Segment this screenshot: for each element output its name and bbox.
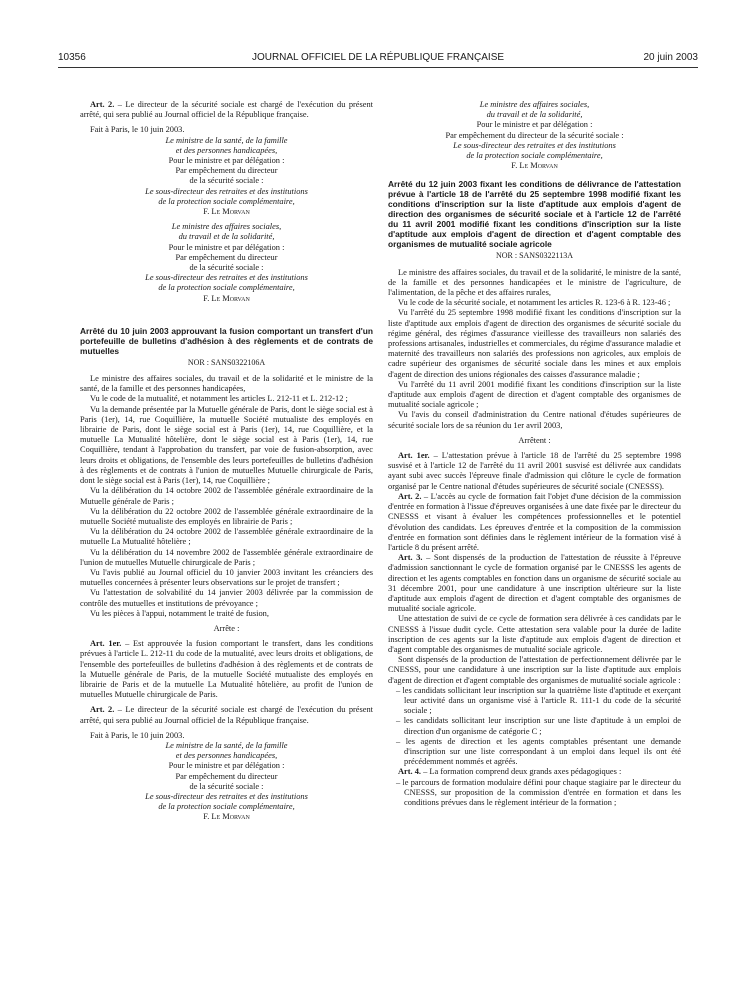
signature-block-1: Le ministre de la santé, de la famille et des personnes handicapées, Pour le ministre et par délégation : Par empêchement du directeur de la sécurité sociale : Le sous-directeur des retraites et des institutions de la protection sociale complémentaire, F. Le Morvan [145,135,308,217]
article-2: Art. 2. – Le directeur de la sécurité sociale est chargé de l'exécution du présent arrêté, qui sera publié au Journal officiel de la République française. [80,100,373,120]
article-4-right: Art. 4. – La formation comprend deux grands axes pédagogiques : [398,767,622,777]
signature-block-2: Le ministre des affaires sociales, du travail et de la solidarité, Pour le ministre et par délégation : Par empêchement du directeur de la sécurité sociale : Le sous-directeur des retraites et des institutions de la protection sociale complémentaire, F. Le Morvan [145,222,308,303]
visa-para: Vu la délibération du 14 octobre 2002 de l'assemblée générale extraordinaire de la Mutuelle générale de Paris ; [80,486,373,506]
article-1-right: Art. 1er. – L'attestation prévue à l'article 18 de l'arrêté du 25 septembre 1998 susvisé et à l'article 12 de l'arrêté du 11 avril 2001 susvisé est délivrée aux candidats ayant subi avec succès l'épreuve finale d'admission qui clôture le cycle de formation organisé par le Centre national d'études supérieures de sécurité sociale (CNESSS). [388,451,682,491]
visa-para: Le ministre des affaires sociales, du travail et de la solidarité et le ministre de la santé, de la famille et des personnes handicapées, [80,374,373,394]
decree-title-1: Arrêté du 10 juin 2003 approuvant la fusion comportant un transfert d'un portefeuille de bulletins d'adhésion à des règlements et de contrats de mutuelles [80,325,373,356]
visa-para: Vu la délibération du 14 novembre 2002 de l'assemblée générale extraordinaire de l'union de mutuelles Mutuelle chirurgicale de Paris ; [80,547,373,567]
visa-para: Vu l'arrêté du 25 septembre 1998 modifié fixant les conditions d'inscription sur la liste d'aptitude aux emplois d'agent de direction des organismes de sécurité sociale du régime général, des régimes d'assurance vieillesse des travailleurs non salariés des professions artisanales, industrielles et commerciales, du régime d'assurance maladie et maternité des travailleurs non salariés des professions non agricoles, aux emplois de cadre supérieur des organismes de sécurité sociale dans les mines et aux emplois d'agent de direction des unions régionales des caisses d'assurance maladie ; [388,308,681,379]
visa-para: Vu la délibération du 22 octobre 2002 de l'assemblée générale extraordinaire de la mutuelle Société mutualiste des employés en librairie de Paris ; [80,506,373,526]
visa-para: Vu le code de la mutualité, et notamment les articles L. 212-11 et L. 212-12 ; [90,394,348,404]
bullet-item: – les agents de direction et les agents comptables présentant une demande d'inscription sur une liste correspondant à un emploi dans lequel ils ont été précédemment nommés et agréés. [396,736,681,767]
bullet-item: – le parcours de formation modulaire défini pour chaque stagiaire par le directeur du CNESSS, sur proposition de la commission d'entrée en formation et dans les conditions prévues dans le règlement intérieur de la formation ; [396,777,681,807]
visa-para: Vu la demande présentée par la Mutuelle générale de Paris, dont le siège social est à Paris (1er), 14, rue Coquillière, la mutuelle Société mutualiste des employés en librairie de Paris, dont le siège social est à Paris (1er), 14, rue Coquillière, et la mutuelle La Mutualité hôtelière, dont le siège social est à Paris (1er), 14, rue Coquillière, tendant à l'approbation du transfert, par voie de fusion-absorption, avec leurs droits et obligations, de l'ensemble des leurs portefeuilles de bulletins d'adhésion à des règlements et de contrats à l'union de mutuelles Mutuelle chirurgicale de Paris, dont le siège social est à Paris (1er), 14, rue Coquillière ; [80,404,373,486]
article-2b: Art. 2. – Le directeur de la sécurité sociale est chargé de l'exécution du présent arrêté, qui sera publié au Journal officiel de la République française. [80,705,373,725]
article-1: Art. 1er. – Est approuvée la fusion comportant le transfert, dans les conditions prévues à l'article L. 212-11 du code de la mutualité, avec leurs droits et obligations, de l'ensemble des portefeuilles de bulletins d'adhésion à des règlements et de contrats de la Mutuelle générale de Paris, de la mutuelle Société mutualiste des employés en librairie de Paris et de la mutuelle La Mutualité hôtelière, au profit de l'union de mutuelles Mutuelle chirurgicale de Paris. [80,639,374,700]
left-column [80,100,373,823]
header-rule [58,67,698,68]
page-number: 10356 [58,52,86,63]
paragraph: Sont dispensés de la production de l'attestation de perfectionnement délivrée par le CNESSS, pour une candidature à une inscription sur la liste d'aptitude aux emplois d'agent de direction et d'agent comptable des organismes de mutualité sociale agricole : [388,655,681,685]
arrete-heading: Arrête : [213,623,240,633]
visa-para: Le ministre des affaires sociales, du travail et de la solidarité, le ministre de la santé, de la famille et des personnes handicapées et le ministre de l'agriculture, de l'alimentation, de la pêche et des affaires rurales, [388,267,681,298]
signature-block-3: Le ministre de la santé, de la famille et des personnes handicapées, Pour le ministre et par délégation : Par empêchement du directeur de la sécurité sociale : Le sous-directeur des retraites et des institutions de la protection sociale complémentaire, F. Le Morvan [145,740,308,822]
article-2-right: Art. 2. – L'accès au cycle de formation fait l'objet d'une décision de la commission d'entrée en formation à l'issue d'épreuves organisées à une date fixée par le directeur du CNESSS et visant à évaluer les compétences professionnelles et le potentiel d'évolution des candidats. Les épreuves d'entrée et la composition de la commission d'entrée en formation sont définies dans le règlement intérieur de la formation visé à l'article 8 du présent arrêté. [388,491,682,552]
visa-para: Vu l'avis publié au Journal officiel du 10 janvier 2003 invitant les créanciers des mutuelles concernées à présenter leurs observations sur le projet de transfert ; [80,567,373,588]
journal-title: JOURNAL OFFICIEL DE LA RÉPUBLIQUE FRANÇAISE [251,52,505,63]
arretent-heading: Arrêtent : [518,435,551,445]
issue-date: 20 juin 2003 [643,52,698,63]
fait-a-paris: Fait à Paris, le 10 juin 2003. [90,125,185,135]
decree-title-2: Arrêté du 12 juin 2003 fixant les conditions de délivrance de l'attestation prévue à l'article 18 de l'arrêté du 25 septembre 1998 modifié fixant les conditions d'inscription sur la liste d'aptitude aux emplois d'agent de direction des organismes de sécurité sociale et à l'article 12 de l'arrêté du 11 avril 2001 modifié fixant les conditions d'inscription sur la liste d'aptitude aux emplois d'agent de direction et d'agent comptable des organismes de mutualité sociale agricole [388,179,681,250]
nor-reference-1: NOR : SANS0322106A [187,357,266,367]
bullet-item: – les candidats sollicitant leur inscription sur la quatrième liste d'aptitude et exerçant leur activité dans un organisme visé à l'article R. 111-1 du code de la sécurité sociale ; [396,685,681,716]
nor-reference-2: NOR : SANS0322113A [495,251,574,261]
fait-a-paris-2: Fait à Paris, le 10 juin 2003. [90,730,185,740]
visa-para: Vu l'avis du conseil d'administration du Centre national d'études supérieures de sécurité sociale lors de sa réunion du 1er avril 2003, [388,410,681,430]
visa-para: Vu l'arrêté du 11 avril 2001 modifié fixant les conditions d'inscription sur la liste d'aptitude aux emplois d'agent de direction et d'agent comptable des organismes de mutualité sociale agricole ; [388,379,681,410]
visa-para: Vu les pièces à l'appui, notamment le traité de fusion, [90,608,269,618]
visa-para: Vu l'attestation de solvabilité du 14 janvier 2003 délivrée par la commission de contrôle des mutuelles et institutions de prévoyance ; [80,588,373,608]
right-column [388,100,681,808]
article-3-right: Art. 3. – Sont dispensés de la production de l'attestation de réussite à l'épreuve d'admission sanctionnant le cycle de formation organisé par le CNESSS les agents de direction et les agents comptables en fonction dans un organisme de sécurité sociale au 31 décembre 2001, pour une candidature à une inscription ultérieure sur la liste d'aptitude aux emplois d'agent de direction et d'agent comptable des organismes de mutualité sociale agricole. [388,553,681,614]
signature-block-0: Le ministre des affaires sociales, du travail et de la solidarité, Pour le ministre et par délégation : Par empêchement du directeur de la sécurité sociale : Le sous-directeur des retraites et des institutions de la protection sociale complémentaire, F. Le Morvan [445,100,624,171]
visa-para: Vu la délibération du 24 octobre 2002 de l'assemblée générale extraordinaire de la mutuelle La Mutualité hôtelière ; [80,527,373,547]
bullet-item: – les candidats sollicitant leur inscription sur une liste d'aptitude à un emploi de direction d'un organisme de catégorie C ; [396,716,681,736]
paragraph: Une attestation de suivi de ce cycle de formation sera délivrée à ces candidats par le CNESSS à l'issue dudit cycle. Cette attestation sera valable pour la durée de ladite inscription de ces agents sur la liste d'aptitude aux emplois d'agent de direction et d'agent comptable des organismes de mutualité sociale agricole. [388,614,681,654]
visa-para: Vu le code de la sécurité sociale, et notamment les articles R. 123-6 à R. 123-46 ; [398,298,671,308]
page-header [58,52,698,68]
